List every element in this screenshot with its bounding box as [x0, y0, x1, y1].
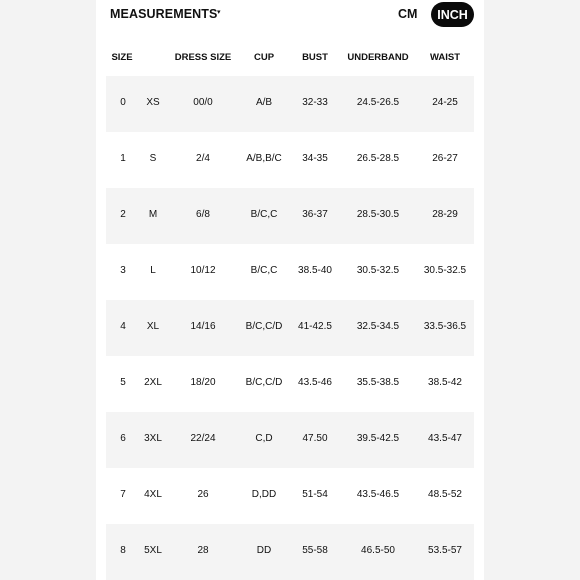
cell-size-number: 7 [120, 489, 126, 500]
cell-cup: B/C,C/D [245, 321, 283, 332]
cell-size-letter: 2XL [144, 377, 162, 388]
cell-waist: 33.5-36.5 [423, 321, 467, 332]
cell-bust: 34-35 [302, 153, 328, 164]
cell-bust: 47.50 [302, 433, 328, 444]
cell-waist: 43.5-47 [428, 433, 462, 444]
size-chart-panel [96, 0, 484, 580]
cell-cup: B/C,C [250, 265, 278, 276]
unit-inch-toggle[interactable]: INCH [431, 2, 474, 27]
cell-dress-size: 00/0 [193, 97, 213, 108]
cell-size-number: 4 [120, 321, 126, 332]
cell-bust: 41-42.5 [298, 321, 332, 332]
cell-dress-size: 6/8 [196, 209, 210, 220]
cell-waist: 24-25 [432, 97, 458, 108]
cell-bust: 51-54 [302, 489, 328, 500]
cell-bust: 36-37 [302, 209, 328, 220]
cell-size-letter: 4XL [144, 489, 162, 500]
cell-size-letter: M [148, 209, 158, 220]
cell-dress-size: 2/4 [196, 153, 210, 164]
column-header-cup: CUP [253, 52, 275, 63]
cell-dress-size: 22/24 [190, 433, 216, 444]
cell-cup: D,DD [251, 489, 277, 500]
cell-size-number: 2 [120, 209, 126, 220]
cell-underband: 26.5-28.5 [356, 153, 400, 164]
cell-size-number: 6 [120, 433, 126, 444]
table-row [106, 300, 474, 356]
cell-dress-size: 26 [197, 489, 209, 500]
cell-underband: 30.5-32.5 [356, 265, 400, 276]
cell-cup: A/B [255, 97, 273, 108]
table-row [106, 356, 474, 412]
cell-bust: 32-33 [302, 97, 328, 108]
cell-size-number: 8 [120, 545, 126, 556]
cell-waist: 30.5-32.5 [423, 265, 467, 276]
cell-size-number: 0 [120, 97, 126, 108]
column-header-bust: BUST [302, 52, 328, 63]
cell-size-number: 1 [120, 153, 126, 164]
cell-waist: 48.5-52 [428, 489, 462, 500]
cell-bust: 55-58 [302, 545, 328, 556]
measurements-header [96, 0, 484, 30]
cell-size-letter: 3XL [144, 433, 162, 444]
cell-cup: DD [256, 545, 272, 556]
table-row [106, 412, 474, 468]
cell-size-letter: XS [146, 97, 160, 108]
cell-cup: A/B,B/C [246, 153, 282, 164]
column-header-waist: WAIST [429, 52, 461, 63]
cell-size-letter: L [150, 265, 156, 276]
table-row [106, 468, 474, 524]
measurements-dropdown-label[interactable]: MEASUREMENTS [110, 7, 218, 21]
cell-underband: 43.5-46.5 [356, 489, 400, 500]
table-row [106, 524, 474, 580]
cell-waist: 26-27 [432, 153, 458, 164]
cell-underband: 32.5-34.5 [356, 321, 400, 332]
cell-underband: 46.5-50 [361, 545, 395, 556]
cell-size-letter: XL [146, 321, 160, 332]
cell-size-number: 5 [120, 377, 126, 388]
chevron-down-icon[interactable]: ▾ [217, 9, 221, 16]
table-row [106, 244, 474, 300]
cell-cup: B/C,C [250, 209, 278, 220]
cell-size-number: 3 [120, 265, 126, 276]
cell-dress-size: 14/16 [190, 321, 216, 332]
cell-underband: 35.5-38.5 [356, 377, 400, 388]
column-header-dress-size: DRESS SIZE [174, 52, 232, 63]
table-row [106, 132, 474, 188]
cell-bust: 38.5-40 [298, 265, 332, 276]
column-header-size: SIZE [111, 52, 133, 63]
cell-cup: C,D [255, 433, 273, 444]
cell-cup: B/C,C/D [245, 377, 283, 388]
table-header [106, 47, 474, 69]
cell-waist: 53.5-57 [428, 545, 462, 556]
cell-size-letter: 5XL [144, 545, 162, 556]
cell-underband: 24.5-26.5 [356, 97, 400, 108]
cell-bust: 43.5-46 [298, 377, 332, 388]
unit-cm-toggle[interactable]: CM [398, 7, 418, 21]
cell-waist: 28-29 [432, 209, 458, 220]
cell-underband: 39.5-42.5 [356, 433, 400, 444]
cell-waist: 38.5-42 [428, 377, 462, 388]
cell-underband: 28.5-30.5 [356, 209, 400, 220]
cell-dress-size: 18/20 [190, 377, 216, 388]
cell-dress-size: 10/12 [190, 265, 216, 276]
cell-size-letter: S [149, 153, 157, 164]
table-row [106, 188, 474, 244]
cell-dress-size: 28 [197, 545, 209, 556]
table-row [106, 76, 474, 132]
column-header-underband: UNDERBAND [347, 52, 409, 63]
